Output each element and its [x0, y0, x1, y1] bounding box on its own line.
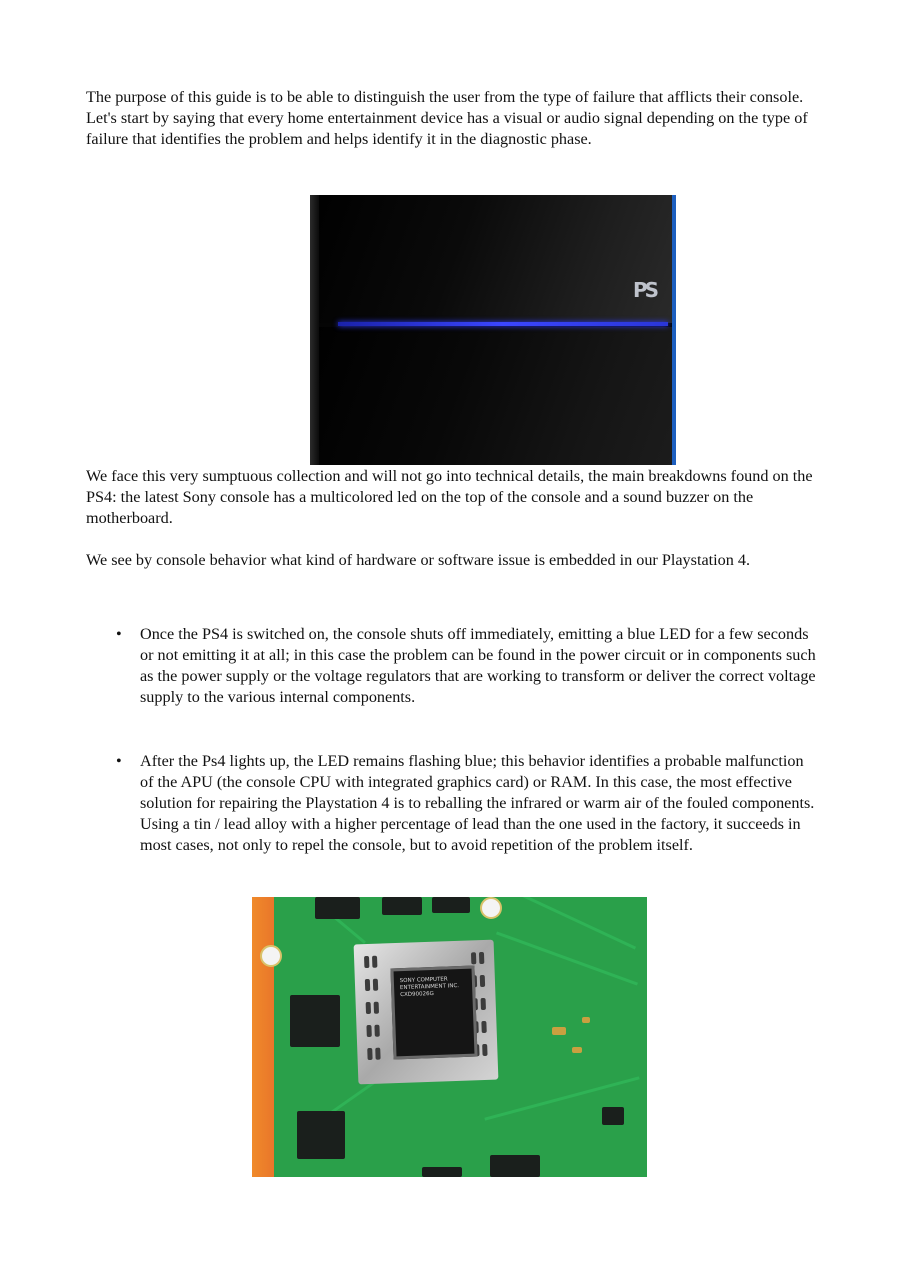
apu-pad [481, 1021, 486, 1033]
ram-chip [290, 995, 340, 1047]
apu-pad [366, 1025, 371, 1037]
console-left-edge [310, 195, 319, 465]
mounting-hole [480, 897, 502, 919]
list-item-text: After the Ps4 lights up, the LED remains flashing blue; this behavior identifies a probable malfunction of the APU (the console CPU with integrated graphics card) or RAM. In this case, the most effective solution for repairing the Playstation 4 is to reballing the infrared or warm air of the fouled components. Using a tin / lead alloy with a higher percentage of lead than the one used in the factory, it succeeds in most cases, not only to repel the console, but to avoid repetition of the problem itself. [140, 752, 815, 854]
bullet-icon: • [116, 752, 122, 770]
smd-component [582, 1017, 590, 1023]
console-right-edge [672, 195, 676, 465]
board-orange-edge [252, 897, 274, 1177]
apu-chip-label: SONY COMPUTER ENTERTAINMENT INC. CXD90026G [399, 976, 460, 999]
apu-pad [481, 998, 486, 1010]
apu-pad [364, 956, 369, 968]
intro-paragraph: The purpose of this guide is to be able to distinguish the user from the type of failure that afflicts their console. Let's start by saying that every home entertainment device has a visual or audio signal depending on the type of failure that identifies the problem and helps identify it in the diagnostic phase. [86, 88, 808, 148]
console-bottom-panel [310, 327, 676, 465]
smd-component [602, 1107, 624, 1125]
motherboard-apu-image [252, 897, 647, 1177]
ram-chip [297, 1111, 345, 1159]
apu-pad [373, 979, 378, 991]
apu-pad [372, 956, 377, 968]
smd-component [552, 1027, 566, 1035]
mounting-hole [260, 945, 282, 967]
ram-chip [382, 897, 422, 915]
apu-pad [482, 1044, 487, 1056]
playstation-logo-icon: PS [633, 278, 657, 302]
behavior-paragraph: We see by console behavior what kind of hardware or software issue is embedded in our Playstation 4. [86, 551, 751, 569]
ram-chip [490, 1155, 540, 1177]
apu-pad [366, 1002, 371, 1014]
apu-pad [374, 1002, 379, 1014]
console-top-panel [310, 195, 676, 323]
apu-pad [374, 1025, 379, 1037]
apu-pad [375, 1048, 380, 1060]
apu-pad [471, 952, 476, 964]
ps4-console-image [310, 195, 676, 465]
ram-chip [422, 1167, 462, 1177]
ram-chip [432, 897, 470, 913]
blue-led-strip [338, 322, 668, 326]
bullet-icon: • [116, 625, 122, 643]
apu-pad [479, 952, 484, 964]
smd-component [572, 1047, 582, 1053]
apu-pad [367, 1048, 372, 1060]
breakdowns-paragraph: We face this very sumptuous collection and will not go into technical details, the main breakdowns found on the PS4: the latest Sony console has a multicolored led on the top of the console and a sound buzzer on the motherboard. [86, 467, 813, 527]
list-item-text: Once the PS4 is switched on, the console shuts off immediately, emitting a blue LED for a few seconds or not emitting it at all; in this case the problem can be found in the power circuit or in components such as the power supply or the voltage regulators that are working to transform or deliver the correct voltage supply to the various internal components. [140, 625, 816, 706]
apu-pad [480, 975, 485, 987]
apu-pad [365, 979, 370, 991]
ram-chip [315, 897, 360, 919]
